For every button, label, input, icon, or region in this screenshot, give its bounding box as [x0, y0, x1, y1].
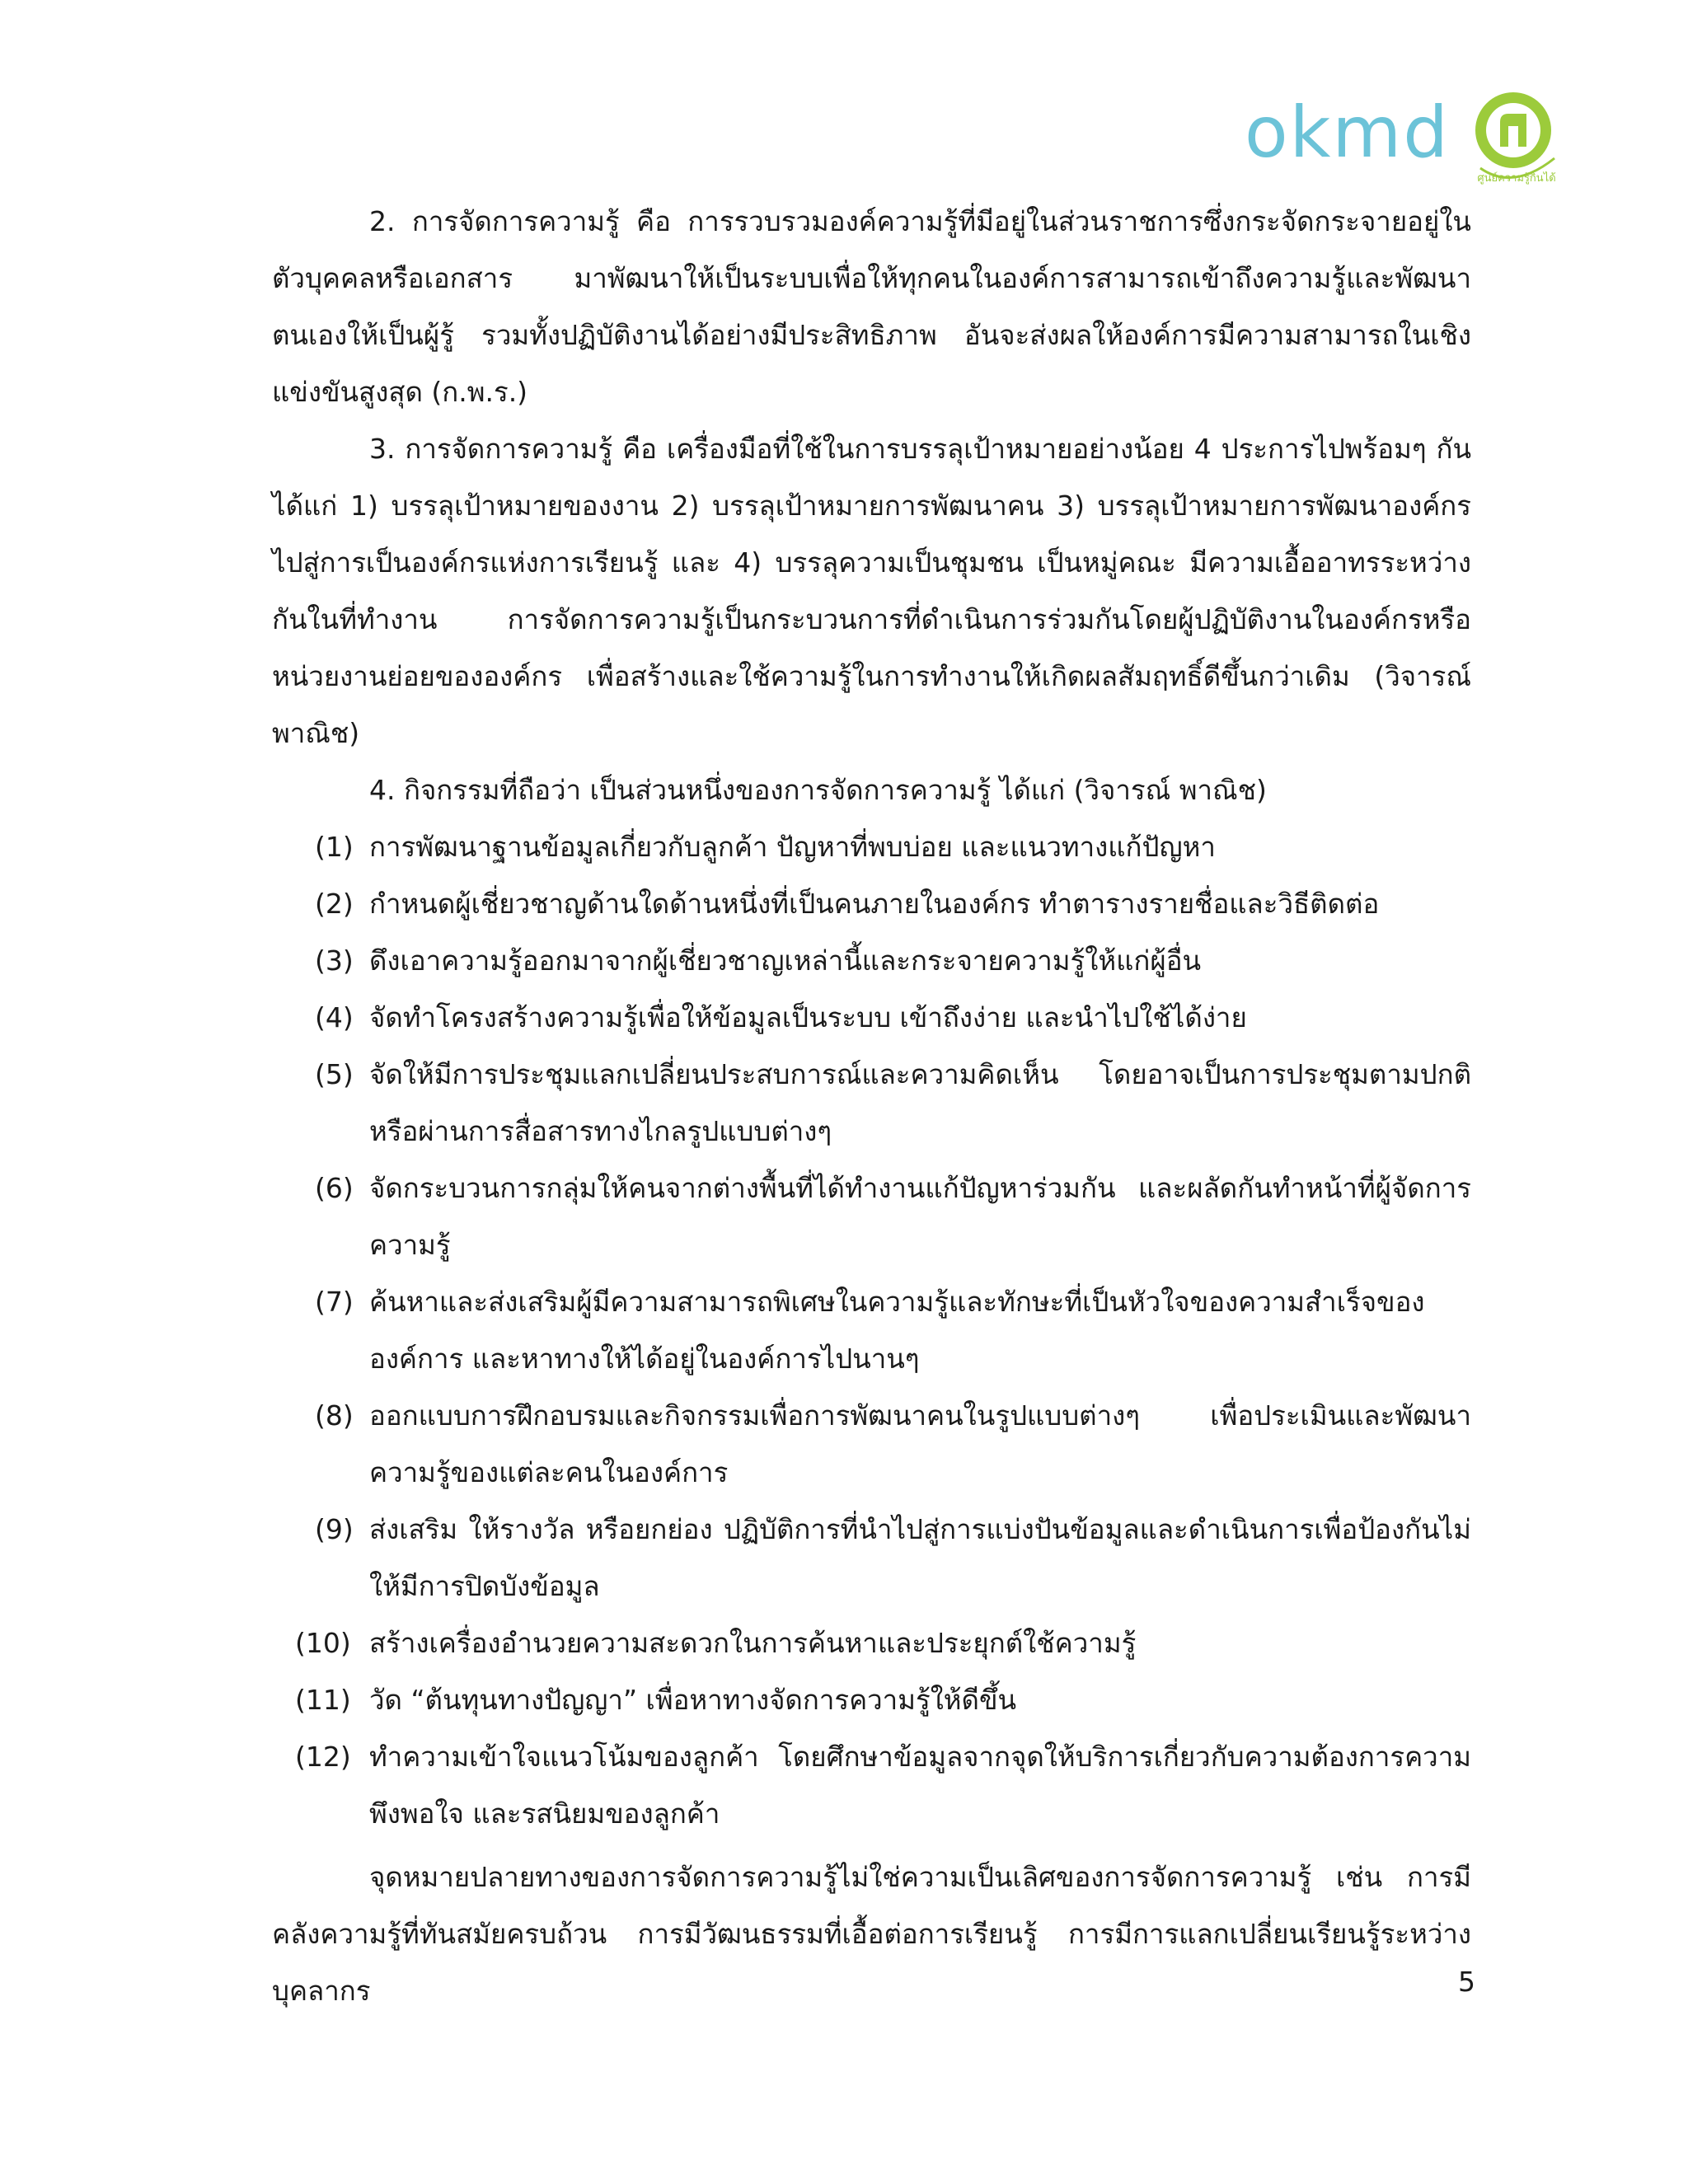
paragraph-2: 2. การจัดการความรู้ คือ การรวบรวมองค์ความรู้ที่มีอยู่ในส่วนราชการซึ่งกระจัดกระจายอยู่ในตัวบุคคลหรือเอกสาร มาพัฒนาให้เป็นระบบเพื่อให้ทุกคนในองค์การสามารถเข้าถึงความรู้และพัฒนาตนเองให้เป็นผู้รู้ รวมทั้งปฏิบัติงานได้อย่างมีประสิทธิภาพ อันจะส่งผลให้องค์การมีความสามารถในเชิงแข่งขันสูงสุด (ก.พ.ร.)	[272, 205, 1471, 408]
list-item: (7) ค้นหาและส่งเสริมผู้มีความสามารถพิเศษในความรู้และทักษะที่เป็นหัวใจของความสำเร็จขององค์การ และหาทางให้ได้อยู่ในองค์การไปนานๆ	[315, 1286, 1425, 1375]
list-item: (5) จัดให้มีการประชุมแลกเปลี่ยนประสบการณ์และความคิดเห็น โดยอาจเป็นการประชุมตามปกติหรือผ่านการสื่อสารทางไกลรูปแบบต่างๆ	[315, 1058, 1471, 1147]
list-item: (11) วัด “ต้นทุนทางปัญญา” เพื่อหาทางจัดการความรู้ให้ดีขึ้น	[295, 1684, 1017, 1716]
list-item: (4) จัดทำโครงสร้างความรู้เพื่อให้ข้อมูลเป็นระบบ เข้าถึงง่าย และนำไปใช้ได้ง่าย	[315, 1001, 1247, 1033]
svg-text:ศูนย์ความรู้กินได้: ศูนย์ความรู้กินได้	[1477, 172, 1556, 185]
activity-list	[272, 818, 1471, 1842]
okmd-badge-icon	[1469, 89, 1566, 186]
list-item: (12) ทำความเข้าใจแนวโน้มของลูกค้า โดยศึกษาข้อมูลจากจุดให้บริการเกี่ยวกับความต้องการความพึงพอใจ และรสนิยมของลูกค้า	[295, 1741, 1471, 1830]
list-item: (1) การพัฒนาฐานข้อมูลเกี่ยวกับลูกค้า ปัญหาที่พบบ่อย และแนวทางแก้ปัญหา	[315, 831, 1216, 863]
paragraph-3: 3. การจัดการความรู้ คือ เครื่องมือที่ใช้ในการบรรลุเป้าหมายอย่างน้อย 4 ประการไปพร้อมๆ กัน ได้แก่ 1) บรรลุเป้าหมายของงาน 2) บรรลุเป้าหมายการพัฒนาคน 3) บรรลุเป้าหมายการพัฒนาองค์กร ไปสู่การเป็นองค์กรแห่งการเรียนรู้ และ 4) บรรลุความเป็นชุมชน เป็นหมู่คณะ มีความเอื้ออาทรระหว่างกันในที่ทำงาน การจัดการความรู้เป็นกระบวนการที่ดำเนินการร่วมกันโดยผู้ปฏิบัติงานในองค์กรหรือหน่วยงานย่อยขององค์กร เพื่อสร้างและใช้ความรู้ในการทำงานให้เกิดผลสัมฤทธิ์ดีขึ้นกว่าเดิม (วิจารณ์ พาณิช)	[272, 433, 1471, 749]
list-item: (3) ดึงเอาความรู้ออกมาจากผู้เชี่ยวชาญเหล่านี้และกระจายความรู้ให้แก่ผู้อื่น	[315, 944, 1202, 977]
list-item: (2) กำหนดผู้เชี่ยวชาญด้านใดด้านหนึ่งที่เป็นคนภายในองค์กร ทำตารางรายชื่อและวิธีติดต่อ	[315, 888, 1380, 920]
list-item: (8) ออกแบบการฝึกอบรมและกิจกรรมเพื่อการพัฒนาคนในรูปแบบต่างๆ เพื่อประเมินและพัฒนาความรู้ของแต่ละคนในองค์การ	[315, 1399, 1471, 1488]
list-item: (10) สร้างเครื่องอำนวยความสะดวกในการค้นหาและประยุกต์ใช้ความรู้	[295, 1627, 1137, 1659]
closing-paragraph: จุดหมายปลายทางของการจัดการความรู้ไม่ใช่ความเป็นเลิศของการจัดการความรู้ เช่น การมีคลังความรู้ที่ทันสมัยครบถ้วน การมีวัฒนธรรมที่เอื้อต่อการเรียนรู้ การมีการแลกเปลี่ยนเรียนรู้ระหว่างบุคลากร	[272, 1861, 1471, 2007]
document-body	[272, 193, 1471, 2019]
logo-wordmark: okmd	[1245, 91, 1450, 174]
list-item: (6) จัดกระบวนการกลุ่มให้คนจากต่างพื้นที่ได้ทำงานแก้ปัญหาร่วมกัน และผลัดกันทำหน้าที่ผู้จัดการความรู้	[315, 1172, 1471, 1261]
list-item: (9) ส่งเสริม ให้รางวัล หรือยกย่อง ปฏิบัติการที่นำไปสู่การแบ่งปันข้อมูลและดำเนินการเพื่อป้องกันไม่ให้มีการปิดบังข้อมูล	[315, 1513, 1471, 1602]
page-number: 5	[1458, 1966, 1475, 1998]
okmd-logo	[1245, 89, 1574, 196]
paragraph-4: 4. กิจกรรมที่ถือว่า เป็นส่วนหนึ่งของการจัดการความรู้ ได้แก่ (วิจารณ์ พาณิช)	[369, 774, 1267, 806]
